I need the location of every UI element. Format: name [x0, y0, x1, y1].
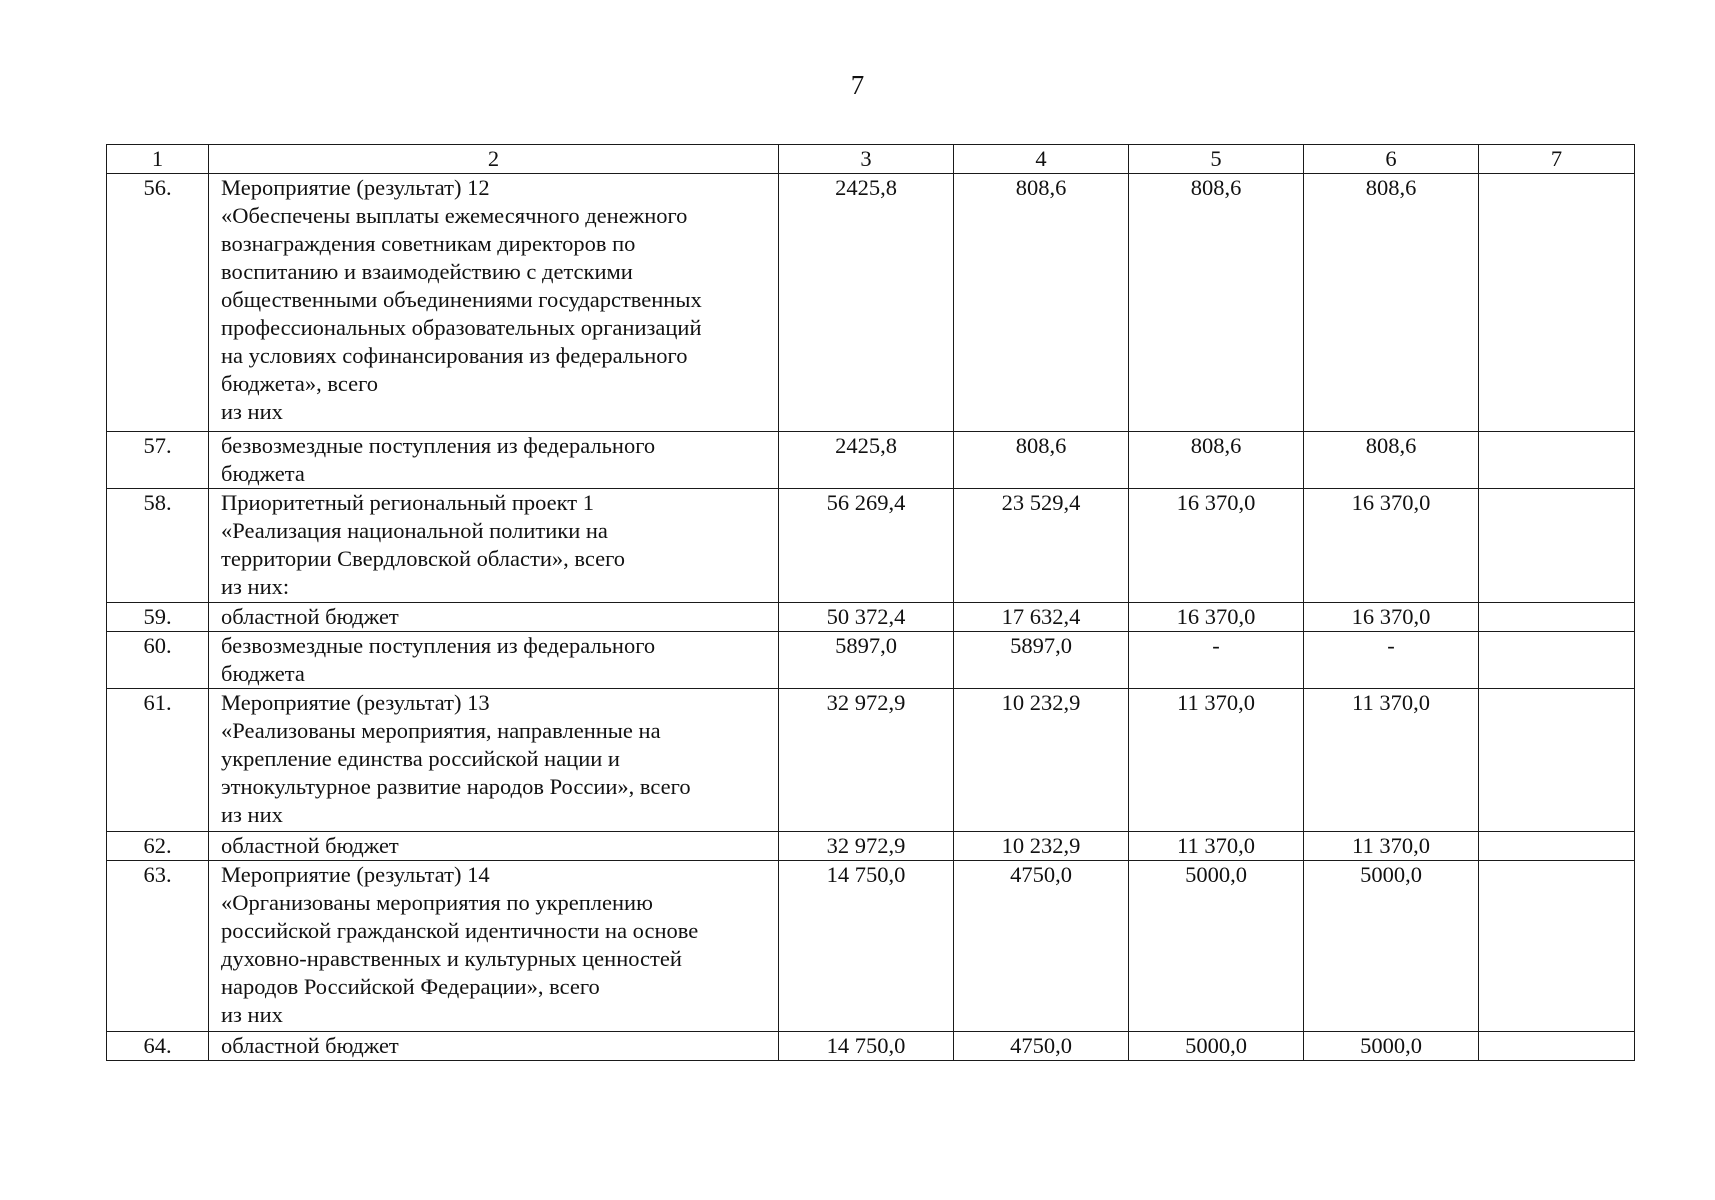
description-line: «Организованы мероприятия по укреплению: [221, 890, 653, 915]
value-cell-c5: 5000,0: [1129, 1032, 1304, 1061]
description-line: территории Свердловской области», всего: [221, 546, 626, 571]
value-cell-c6: 11 370,0: [1304, 832, 1479, 861]
value-cell-c3: 5897,0: [779, 632, 954, 689]
value-cell-c3: 32 972,9: [779, 832, 954, 861]
table-row: [107, 832, 1635, 861]
column-header: 7: [1479, 145, 1635, 174]
value-cell-c3: 32 972,9: [779, 689, 954, 832]
row-description: [209, 689, 779, 832]
value-cell-c4: 5897,0: [954, 632, 1129, 689]
row-number: 62.: [107, 832, 209, 861]
value-cell-c7: [1479, 432, 1635, 489]
value-cell-c6: 5000,0: [1304, 1032, 1479, 1061]
description-line: «Реализованы мероприятия, направленные на: [221, 718, 661, 743]
value-cell-c4: 23 529,4: [954, 489, 1129, 603]
description-line: Мероприятие (результат) 12: [221, 175, 490, 200]
value-cell-c7: [1479, 174, 1635, 432]
column-header: 6: [1304, 145, 1479, 174]
row-number: 56.: [107, 174, 209, 432]
value-cell-c5: 16 370,0: [1129, 489, 1304, 603]
value-cell-c4: 17 632,4: [954, 603, 1129, 632]
description-line: воспитанию и взаимодействию с детскими: [221, 259, 633, 284]
description-line: «Обеспечены выплаты ежемесячного денежного: [221, 203, 688, 228]
row-description: [209, 632, 779, 689]
description-line: Мероприятие (результат) 14: [221, 862, 490, 887]
table-row: [107, 1032, 1635, 1061]
column-header: 1: [107, 145, 209, 174]
value-cell-c5: 5000,0: [1129, 861, 1304, 1032]
column-header: 2: [209, 145, 779, 174]
row-description: [209, 603, 779, 632]
value-cell-c7: [1479, 489, 1635, 603]
description-line: из них: [221, 802, 283, 827]
table-row: [107, 174, 1635, 432]
description-line: областной бюджет: [221, 833, 399, 858]
description-line: «Реализация национальной политики на: [221, 518, 608, 543]
value-cell-c3: 14 750,0: [779, 1032, 954, 1061]
column-header: 3: [779, 145, 954, 174]
row-description: [209, 1032, 779, 1061]
description-line: этнокультурное развитие народов России», всего: [221, 774, 691, 799]
row-description: [209, 861, 779, 1032]
description-line: народов Российской Федерации», всего: [221, 974, 600, 999]
description-line: духовно-нравственных и культурных ценностей: [221, 946, 682, 971]
column-header: 5: [1129, 145, 1304, 174]
page-number: 7: [850, 70, 865, 100]
description-line: безвозмездные поступления из федерального: [221, 633, 656, 658]
value-cell-c3: 56 269,4: [779, 489, 954, 603]
row-number: 60.: [107, 632, 209, 689]
description-line: укрепление единства российской нации и: [221, 746, 620, 771]
value-cell-c4: 10 232,9: [954, 689, 1129, 832]
value-cell-c6: 808,6: [1304, 432, 1479, 489]
value-cell-c3: 50 372,4: [779, 603, 954, 632]
value-cell-c6: 16 370,0: [1304, 603, 1479, 632]
value-cell-c6: 808,6: [1304, 174, 1479, 432]
description-line: общественными объединениями государственных: [221, 287, 702, 312]
description-line: из них:: [221, 574, 290, 599]
table-row: [107, 689, 1635, 832]
row-description: [209, 432, 779, 489]
table-row: [107, 432, 1635, 489]
table-row: [107, 861, 1635, 1032]
value-cell-c7: [1479, 689, 1635, 832]
budget-table: [106, 144, 1635, 1061]
description-line: бюджета: [221, 661, 305, 686]
value-cell-c4: 4750,0: [954, 1032, 1129, 1061]
row-description: [209, 832, 779, 861]
value-cell-c6: 5000,0: [1304, 861, 1479, 1032]
value-cell-c3: 2425,8: [779, 432, 954, 489]
value-cell-c5: 16 370,0: [1129, 603, 1304, 632]
table-row: [107, 489, 1635, 603]
value-cell-c5: -: [1129, 632, 1304, 689]
row-number: 64.: [107, 1032, 209, 1061]
description-line: областной бюджет: [221, 604, 399, 629]
row-number: 57.: [107, 432, 209, 489]
row-description: [209, 489, 779, 603]
value-cell-c7: [1479, 861, 1635, 1032]
value-cell-c5: 11 370,0: [1129, 832, 1304, 861]
value-cell-c7: [1479, 1032, 1635, 1061]
description-line: вознаграждения советникам директоров по: [221, 231, 636, 256]
description-line: из них: [221, 399, 283, 424]
description-line: из них: [221, 1002, 283, 1027]
description-line: бюджета: [221, 461, 305, 486]
value-cell-c6: 16 370,0: [1304, 489, 1479, 603]
table-row: [107, 603, 1635, 632]
row-number: 61.: [107, 689, 209, 832]
table-header-row: [107, 145, 1635, 174]
value-cell-c5: 808,6: [1129, 174, 1304, 432]
row-number: 63.: [107, 861, 209, 1032]
description-line: профессиональных образовательных организаций: [221, 315, 702, 340]
value-cell-c5: 11 370,0: [1129, 689, 1304, 832]
value-cell-c6: -: [1304, 632, 1479, 689]
value-cell-c6: 11 370,0: [1304, 689, 1479, 832]
description-line: российской гражданской идентичности на основе: [221, 918, 699, 943]
value-cell-c4: 4750,0: [954, 861, 1129, 1032]
table-row: [107, 632, 1635, 689]
value-cell-c4: 10 232,9: [954, 832, 1129, 861]
table-body: [107, 174, 1635, 1061]
value-cell-c3: 2425,8: [779, 174, 954, 432]
row-description: [209, 174, 779, 432]
value-cell-c7: [1479, 632, 1635, 689]
description-line: безвозмездные поступления из федерального: [221, 433, 656, 458]
description-line: Мероприятие (результат) 13: [221, 690, 490, 715]
value-cell-c7: [1479, 832, 1635, 861]
value-cell-c4: 808,6: [954, 432, 1129, 489]
value-cell-c4: 808,6: [954, 174, 1129, 432]
description-line: на условиях софинансирования из федерального: [221, 343, 688, 368]
description-line: бюджета», всего: [221, 371, 379, 396]
row-number: 58.: [107, 489, 209, 603]
description-line: Приоритетный региональный проект 1: [221, 490, 594, 515]
value-cell-c7: [1479, 603, 1635, 632]
column-header: 4: [954, 145, 1129, 174]
description-line: областной бюджет: [221, 1033, 399, 1058]
value-cell-c5: 808,6: [1129, 432, 1304, 489]
row-number: 59.: [107, 603, 209, 632]
value-cell-c3: 14 750,0: [779, 861, 954, 1032]
